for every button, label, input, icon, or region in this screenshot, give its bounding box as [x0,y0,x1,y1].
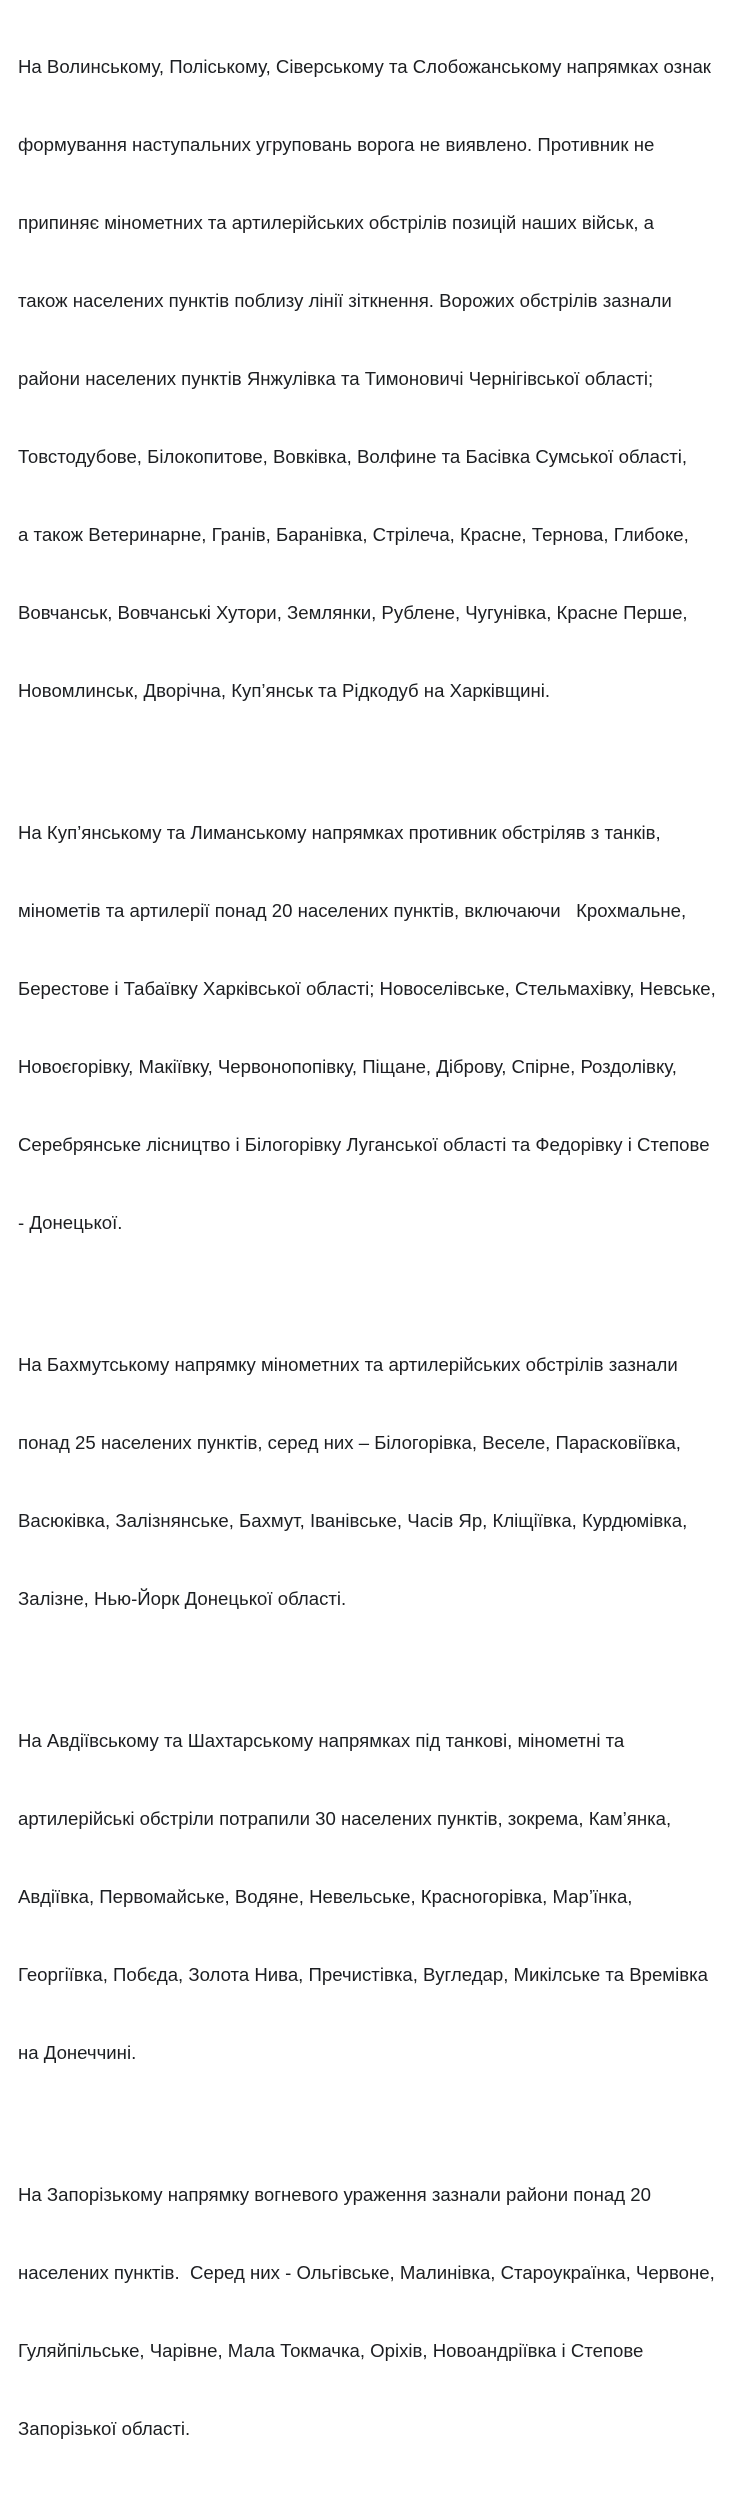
text-line: населених пунктів. Серед них - Ольгівське, Малинівка, Староукраїнка, Червоне, [18,2262,715,2283]
text-line: Запорізької області. [18,2418,191,2439]
post-text [18,2,733,2506]
text-line: На Авдіївському та Шахтарському напрямках під танкові, мінометні та [18,1730,625,1751]
paragraph-kupiansk-lyman [18,768,733,1288]
text-line: також населених пунктів поблизу лінії зіткнення. Ворожих обстрілів зазнали [18,290,672,311]
text-line: артилерійські обстріли потрапили 30 населених пунктів, зокрема, Кам’янка, [18,1808,672,1829]
text-line: Васюківка, Залізнянське, Бахмут, Іванівське, Часів Яр, Кліщіївка, Курдюмівка, [18,1510,688,1531]
text-line: На Запорізькому напрямку вогневого ураження зазнали райони понад 20 [18,2184,651,2205]
text-line: Товстодубове, Білокопитове, Вовківка, Волфине та Басівка Сумської області, [18,446,688,467]
text-line: на Донеччині. [18,2042,137,2063]
paragraph-zaporizhzhia [18,2130,733,2494]
text-line: На Бахмутському напрямку мінометних та артилерійських обстрілів зазнали [18,1354,678,1375]
text-line: а також Ветеринарне, Гранів, Баранівка, Стрілеча, Красне, Тернова, Глибоке, [18,524,689,545]
text-line: мінометів та артилерії понад 20 населених пунктів, включаючи Крохмальне, [18,900,687,921]
text-line: Берестове і Табаївку Харківської області; Новоселівське, Стельмахівку, Невське, [18,978,716,999]
text-line: райони населених пунктів Янжулівка та Тимоновичі Чернігівської області; [18,368,654,389]
paragraph-avdiivka-shakhtarsk [18,1676,733,2118]
text-line: - Донецької. [18,1212,123,1233]
text-line: припиняє мінометних та артилерійських обстрілів позицій наших військ, а [18,212,655,233]
text-line: Залізне, Нью-Йорк Донецької області. [18,1588,347,1609]
text-line: На Куп’янському та Лиманському напрямках противник обстріляв з танків, [18,822,661,843]
paragraph-volyn-slobozhansky [18,2,733,756]
text-line: Гуляйпільське, Чарівне, Мала Токмачка, Оріхів, Новоандріївка і Степове [18,2340,644,2361]
text-line: Новомлинськ, Дворічна, Куп’янськ та Рідкодуб на Харківщині. [18,680,551,701]
text-line: На Волинському, Поліському, Сіверському та Слобожанському напрямках ознак [18,56,711,77]
text-line: Вовчанськ, Вовчанські Хутори, Землянки, Рублене, Чугунівка, Красне Перше, [18,602,688,623]
text-line: Серебрянське лісництво і Білогорівку Луганської області та Федорівку і Степове [18,1134,710,1155]
paragraph-bakhmut [18,1300,733,1664]
text-line: Новоєгорівку, Макіївку, Червонопопівку, Піщане, Діброву, Спірне, Роздолівку, [18,1056,677,1077]
text-line: понад 25 населених пунктів, серед них – Білогорівка, Веселе, Парасковіївка, [18,1432,681,1453]
text-line: формування наступальних угруповань ворога не виявлено. Противник не [18,134,655,155]
text-line: Авдіївка, Первомайське, Водяне, Невельське, Красногорівка, Мар’їнка, [18,1886,633,1907]
text-line: Георгіївка, Побєда, Золота Нива, Пречистівка, Вугледар, Микілське та Времівка [18,1964,708,1985]
